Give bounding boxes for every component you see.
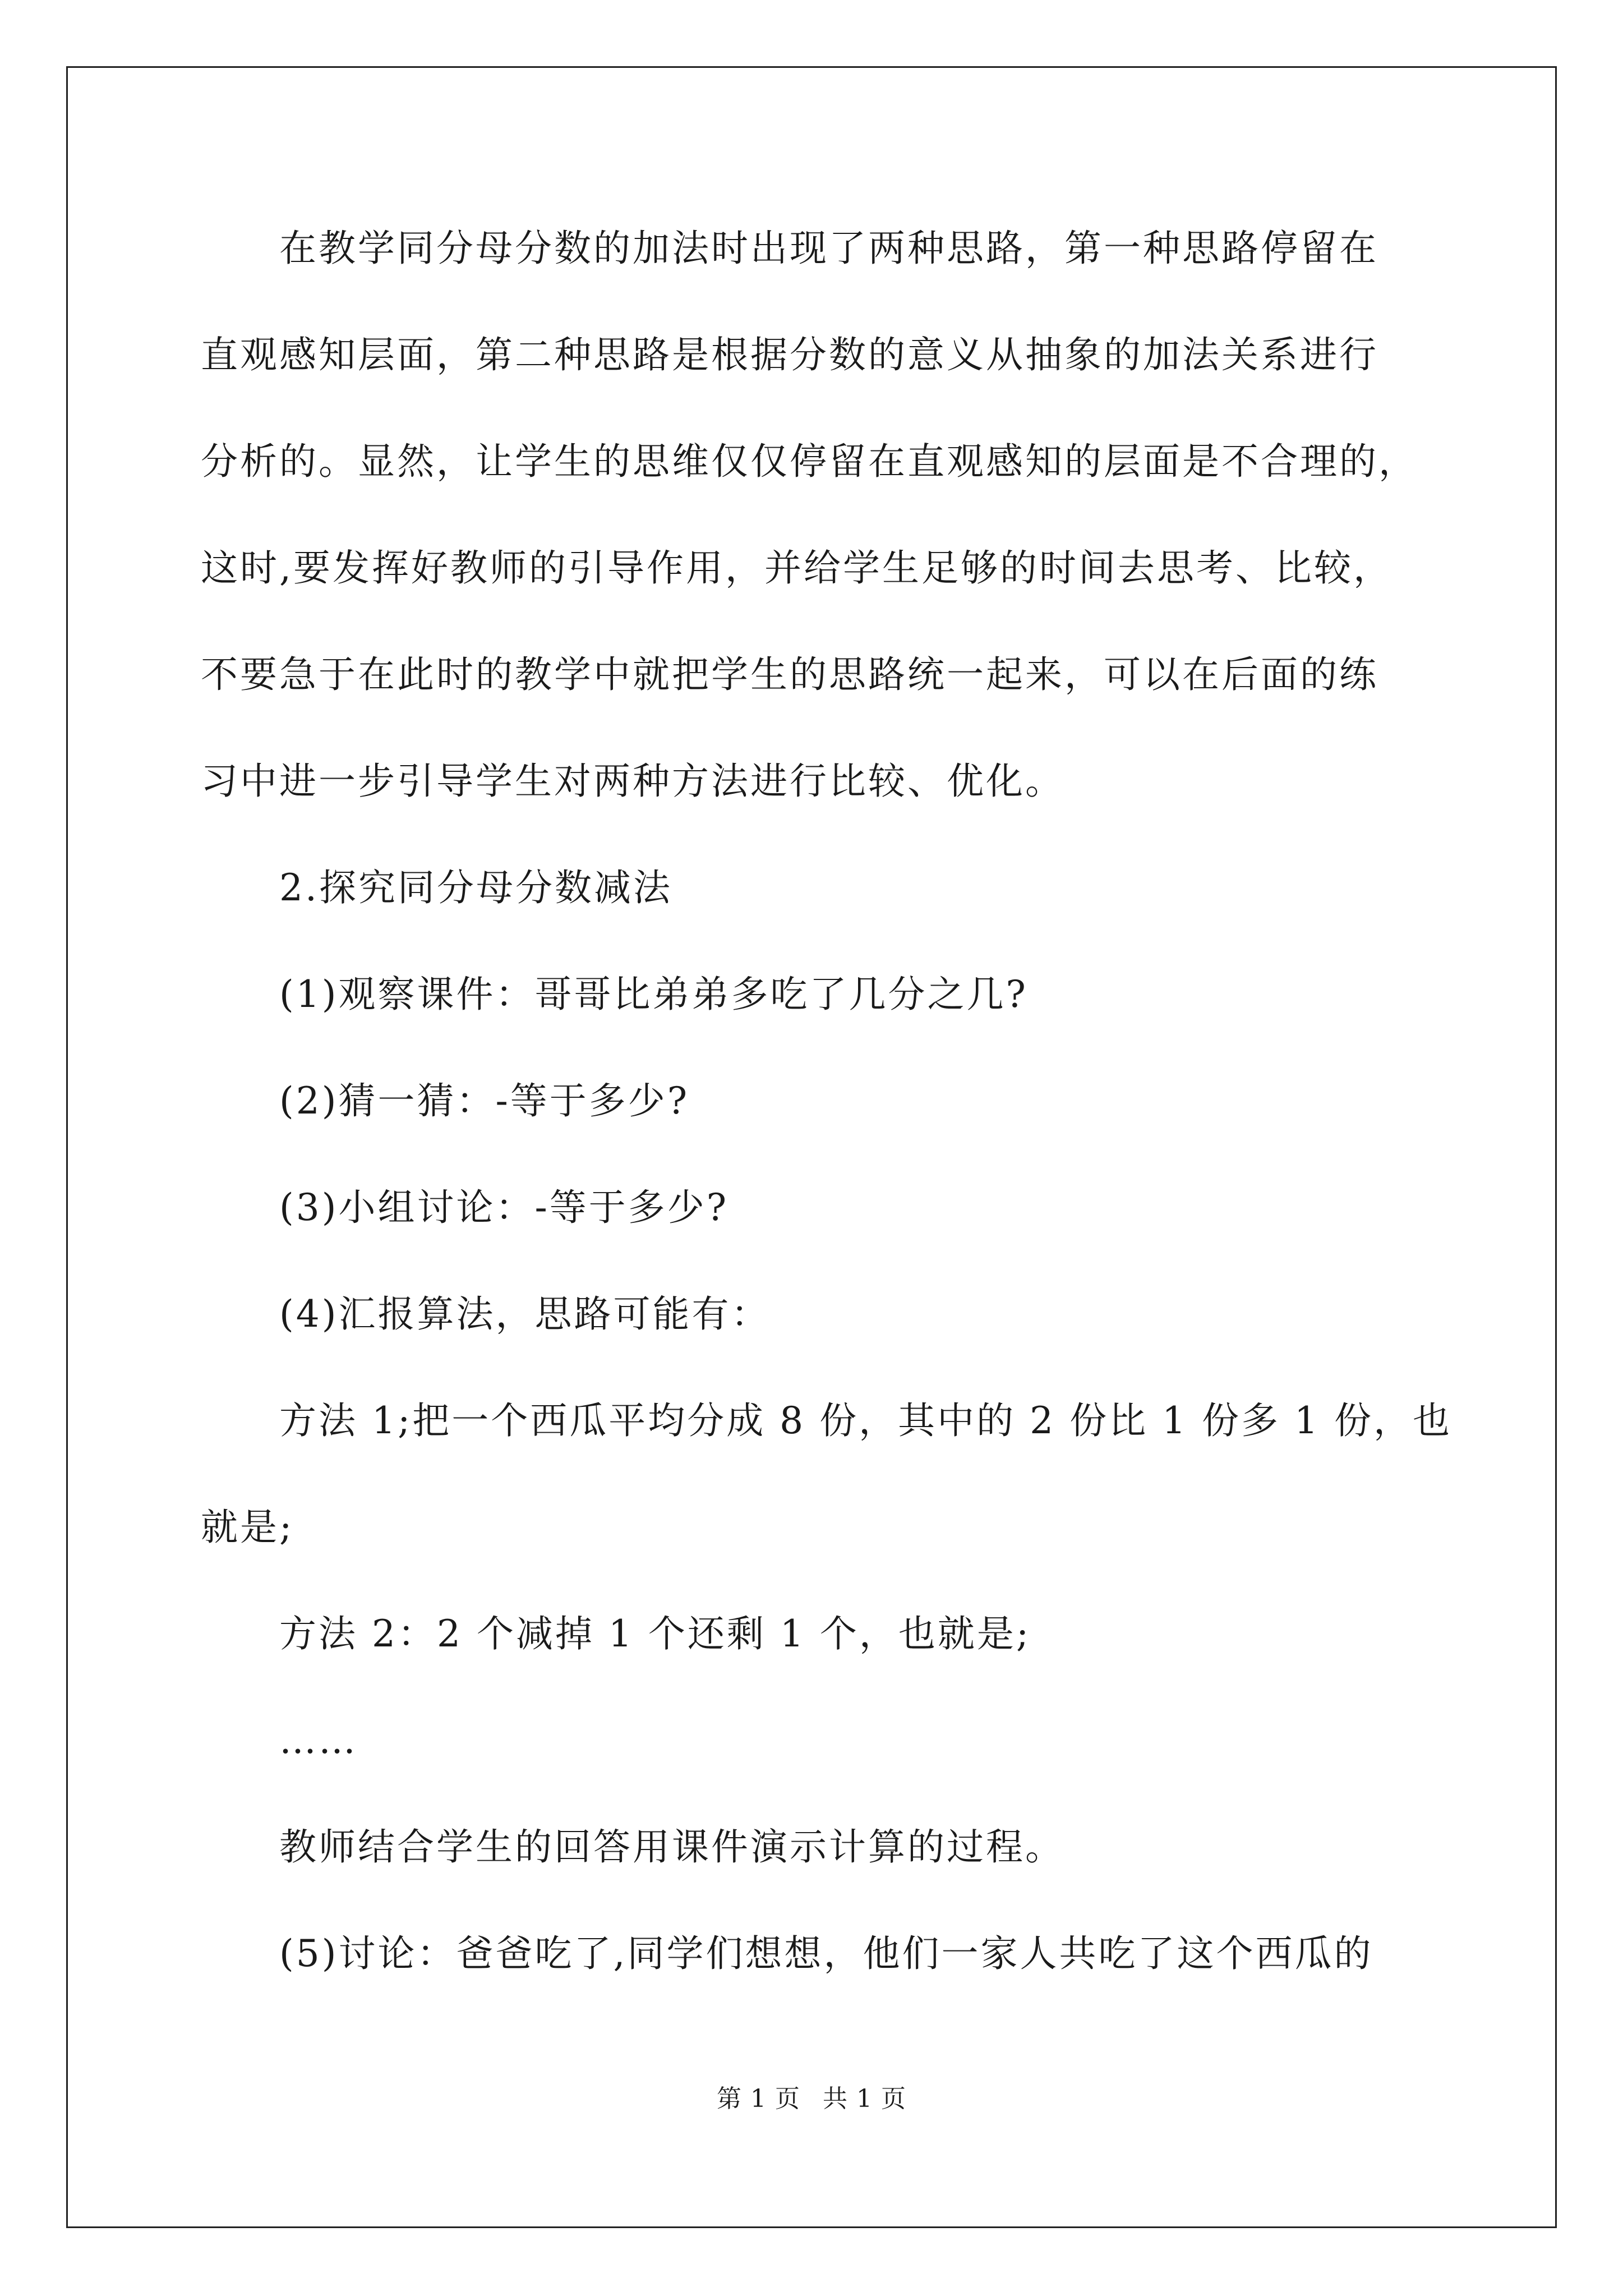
text-line: 教师结合学生的回答用课件演示计算的过程。 — [201, 1825, 1064, 1869]
section-heading: 2.探究同分母分数减法 — [201, 866, 672, 909]
ellipsis-line: …… — [201, 1719, 358, 1762]
page-border — [66, 66, 1557, 2228]
page-footer — [0, 2087, 1623, 2111]
text-line: 分析的。显然，让学生的思维仅仅停留在直观感知的层面是不合理的， — [201, 440, 1418, 483]
list-item: (2)猜一猜：-等于多少? — [201, 1079, 690, 1122]
text-line: 方法 1;把一个西瓜平均分成 8 份，其中的 2 份比 1 份多 1 份，也 — [201, 1399, 1453, 1442]
text-line: 直观感知层面，第二种思路是根据分数的意义从抽象的加法关系进行 — [201, 333, 1378, 376]
text-line: 习中进一步引导学生对两种方法进行比较、优化。 — [201, 760, 1064, 803]
list-item: (3)小组讨论：-等于多少? — [201, 1186, 729, 1229]
list-item: (1)观察课件：哥哥比弟弟多吃了几分之几? — [201, 973, 1028, 1016]
page-number-total: 共 1 页 — [823, 2085, 906, 2113]
text-line: 就是; — [201, 1506, 294, 1549]
page-number-current: 第 1 页 — [717, 2085, 800, 2113]
text-line: 不要急于在此时的教学中就把学生的思路统一起来，可以在后面的练 — [201, 653, 1378, 696]
list-item: (4)汇报算法，思路可能有： — [201, 1292, 771, 1336]
text-line: 在教学同分母分数的加法时出现了两种思路，第一种思路停留在 — [201, 227, 1378, 270]
text-line: 这时,要发挥好教师的引导作用，并给学生足够的时间去思考、比较， — [201, 546, 1393, 590]
text-line: 方法 2：2 个减掉 1 个还剩 1 个，也就是; — [201, 1612, 1031, 1655]
list-item: (5)讨论：爸爸吃了,同学们想想，他们一家人共吃了这个西瓜的 — [201, 1932, 1373, 1975]
